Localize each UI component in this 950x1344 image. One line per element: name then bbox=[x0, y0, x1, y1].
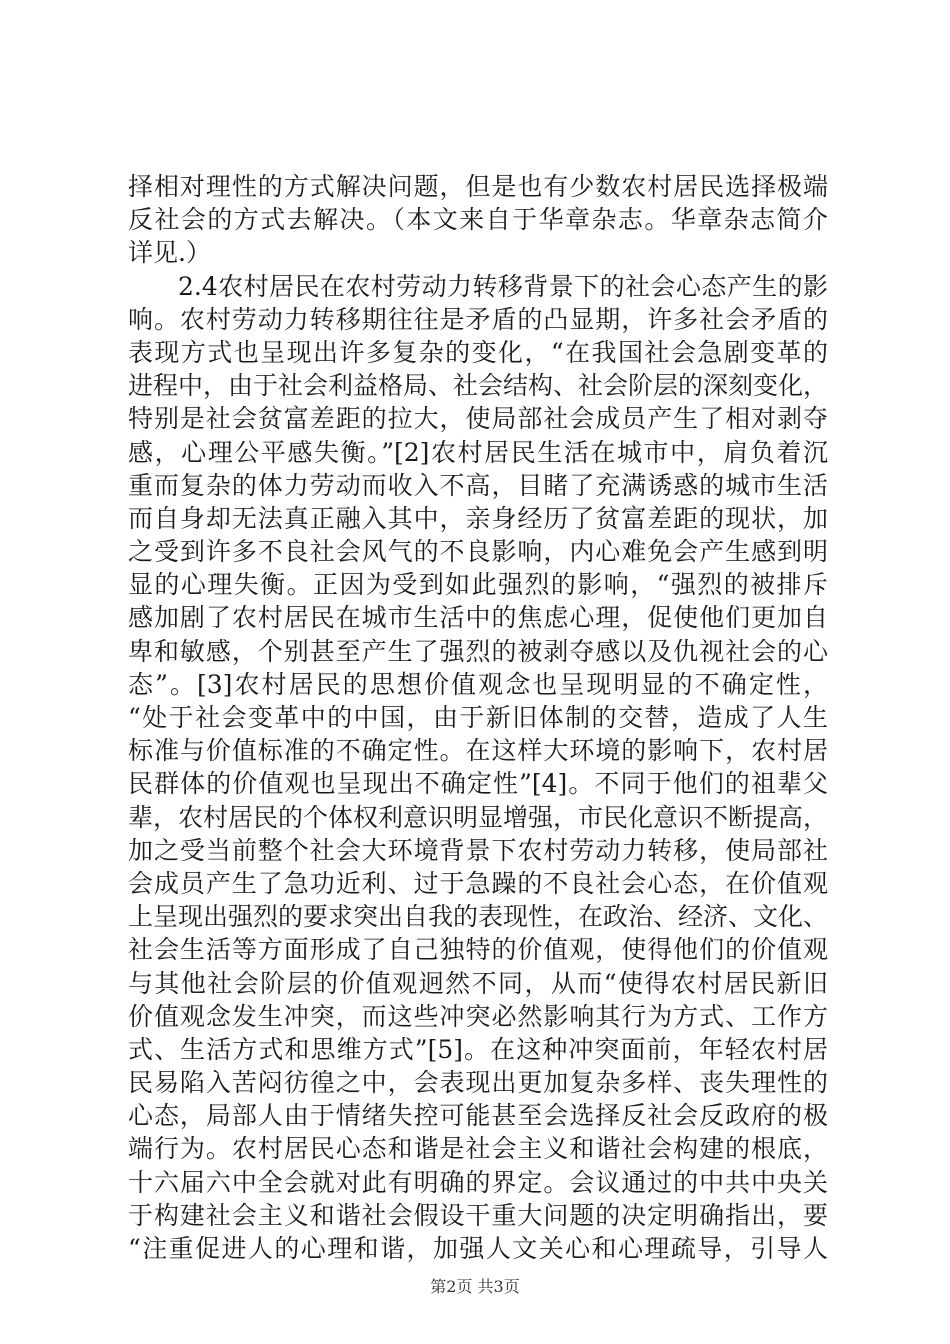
text-line: 标准与价值标准的不确定性。在这样大环境的影响下，农村居 bbox=[128, 736, 828, 766]
text-line: 辈，农村居民的个体权利意识明显增强，市民化意识不断提高， bbox=[128, 802, 828, 832]
text-line: 卑和敏感，个别甚至产生了强烈的被剥夺感以及仇视社会的心 bbox=[128, 636, 828, 666]
section-heading-line: 2.4农村居民在农村劳动力转移背景下的社会心态产生的影 bbox=[178, 271, 828, 301]
text-line: 上呈现出强烈的要求突出自我的表现性，在政治、经济、文化、 bbox=[128, 902, 828, 932]
text-line: 社会生活等方面形成了自己独特的价值观，使得他们的价值观 bbox=[128, 935, 828, 965]
text-line: 表现方式也呈现出许多复杂的变化，“在我国社会急剧变革的 bbox=[128, 337, 828, 367]
text-line: 端行为。农村居民心态和谐是社会主义和谐社会构建的根底， bbox=[128, 1134, 828, 1164]
text-line: 详见.） bbox=[128, 238, 211, 268]
text-line: 特别是社会贫富差距的拉大，使局部社会成员产生了相对剥夺 bbox=[128, 404, 828, 434]
text-line: 与其他社会阶层的价值观迥然不同，从而“使得农村居民新旧 bbox=[128, 968, 828, 998]
text-line: 于构建社会主义和谐社会假设干重大问题的决定明确指出，要 bbox=[128, 1200, 828, 1230]
text-line: 反社会的方式去解决。（本文来自于华章杂志。华章杂志简介 bbox=[128, 205, 828, 235]
text-line: “处于社会变革中的中国，由于新旧体制的交替，造成了人生 bbox=[128, 703, 828, 732]
body-text bbox=[128, 170, 828, 1265]
text-line: 之受到许多不良社会风气的不良影响，内心难免会产生感到明 bbox=[128, 537, 828, 567]
text-line: “注重促进人的心理和谐，加强人文关心和心理疏导，引导人 bbox=[128, 1234, 828, 1263]
text-line: 重而复杂的体力劳动而收入不高，目睹了充满诱惑的城市生活 bbox=[128, 470, 828, 500]
text-line: 而自身却无法真正融入其中，亲身经历了贫富差距的现状，加 bbox=[128, 503, 828, 533]
text-line: 民群体的价值观也呈现出不确定性”[4]。不同于他们的祖辈父 bbox=[128, 769, 828, 799]
text-line: 式、生活方式和思维方式”[5]。在这种冲突面前，年轻农村居 bbox=[128, 1034, 828, 1064]
text-line: 加之受当前整个社会大环境背景下农村劳动力转移，使局部社 bbox=[128, 835, 828, 865]
text-line: 响。农村劳动力转移期往往是矛盾的凸显期，许多社会矛盾的 bbox=[128, 304, 828, 334]
text-line: 价值观念发生冲突，而这些冲突必然影响其行为方式、工作方 bbox=[128, 1001, 828, 1031]
page-footer: 第2页 共3页 bbox=[430, 1277, 520, 1296]
text-line: 十六届六中全会就对此有明确的界定。会议通过的中共中央关 bbox=[128, 1167, 828, 1197]
text-line: 会成员产生了急功近利、过于急躁的不良社会心态，在价值观 bbox=[128, 868, 828, 898]
text-line: 民易陷入苦闷彷徨之中，会表现出更加复杂多样、丧失理性的 bbox=[128, 1068, 828, 1098]
text-line: 感加剧了农村居民在城市生活中的焦虑心理，促使他们更加自 bbox=[128, 603, 828, 633]
text-line: 显的心理失衡。正因为受到如此强烈的影响，“强烈的被排斥 bbox=[128, 570, 828, 600]
text-line: 态”。[3]农村居民的思想价值观念也呈现明显的不确定性， bbox=[128, 669, 828, 699]
text-line: 感，心理公平感失衡。”[2]农村居民生活在城市中，肩负着沉 bbox=[128, 437, 828, 467]
text-line: 进程中，由于社会利益格局、社会结构、社会阶层的深刻变化， bbox=[128, 371, 828, 401]
text-line: 心态，局部人由于情绪失控可能甚至会选择反社会反政府的极 bbox=[128, 1101, 828, 1131]
text-line: 择相对理性的方式解决问题，但是也有少数农村居民选择极端 bbox=[128, 172, 828, 201]
